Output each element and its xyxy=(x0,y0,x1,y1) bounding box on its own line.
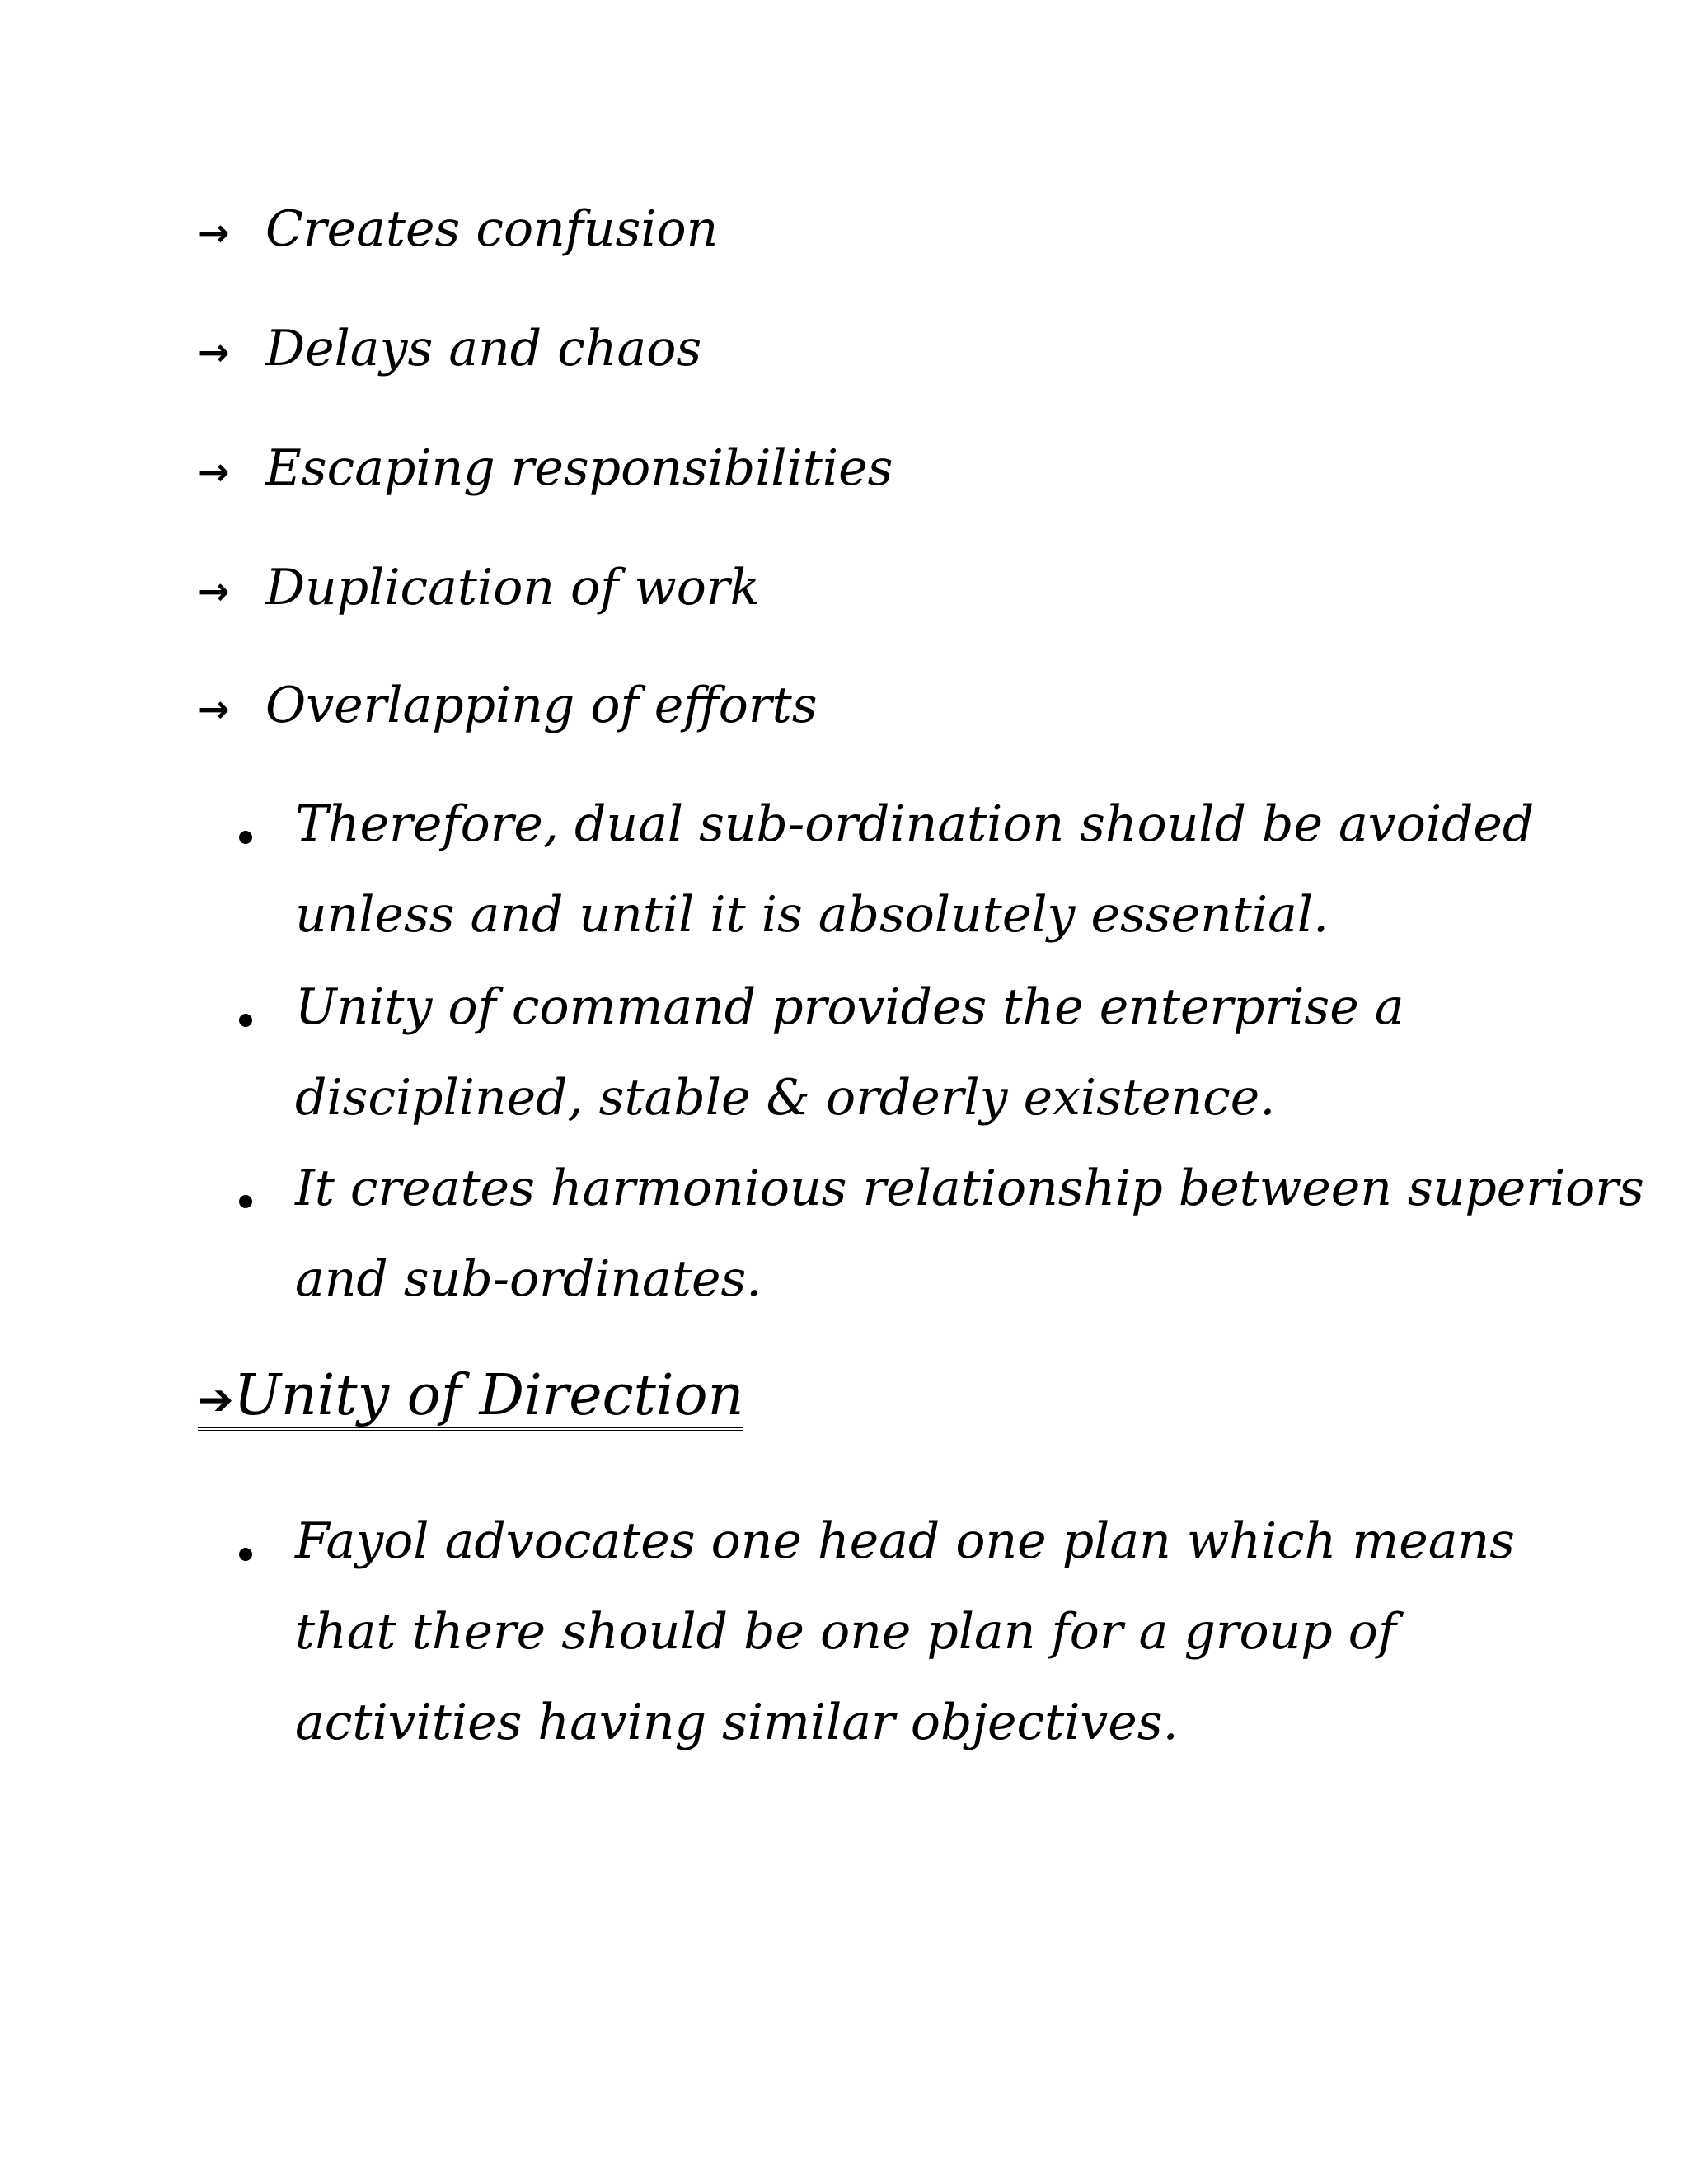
right-arrow-icon: → xyxy=(198,210,230,255)
bullet-line: It creates harmonious relationship between superiors xyxy=(295,1160,1644,1217)
right-arrow-icon: → xyxy=(198,449,230,494)
bullet-line: Fayol advocates one head one plan which means xyxy=(295,1512,1515,1570)
bullet-icon xyxy=(239,1195,252,1208)
bullet-line: that there should be one plan for a group of xyxy=(295,1603,1397,1661)
bullet-line: disciplined, stable & orderly existence. xyxy=(295,1069,1276,1127)
arrow-list-text: Overlapping of efforts xyxy=(265,677,818,734)
section-heading xyxy=(198,1363,744,1431)
arrow-list-text: Creates confusion xyxy=(265,200,719,258)
arrow-list-text: Duplication of work xyxy=(265,559,760,616)
arrow-list-item xyxy=(198,439,893,497)
arrow-list-text: Delays and chaos xyxy=(265,320,702,377)
heading-arrow-icon: ➔ xyxy=(198,1376,234,1425)
arrow-list-item xyxy=(198,200,719,258)
arrow-list-item xyxy=(198,320,702,377)
bullet-icon xyxy=(239,1014,252,1027)
bullet-icon xyxy=(239,1548,252,1561)
arrow-list-item xyxy=(198,559,760,616)
bullet-line: unless and until it is absolutely essential. xyxy=(295,886,1329,944)
bullet-line: and sub-ordinates. xyxy=(295,1250,762,1308)
heading-text: Unity of Direction xyxy=(233,1363,744,1428)
right-arrow-icon: → xyxy=(198,330,230,374)
bullet-line: activities having similar objectives. xyxy=(295,1694,1179,1751)
arrow-list-text: Escaping responsibilities xyxy=(265,439,893,497)
right-arrow-icon: → xyxy=(198,569,230,613)
bullet-line: Therefore, dual sub-ordination should be avoided xyxy=(295,795,1535,853)
right-arrow-icon: → xyxy=(198,687,230,731)
bullet-icon xyxy=(239,831,252,844)
arrow-list-item xyxy=(198,677,818,734)
bullet-line: Unity of command provides the enterprise a xyxy=(295,978,1404,1036)
